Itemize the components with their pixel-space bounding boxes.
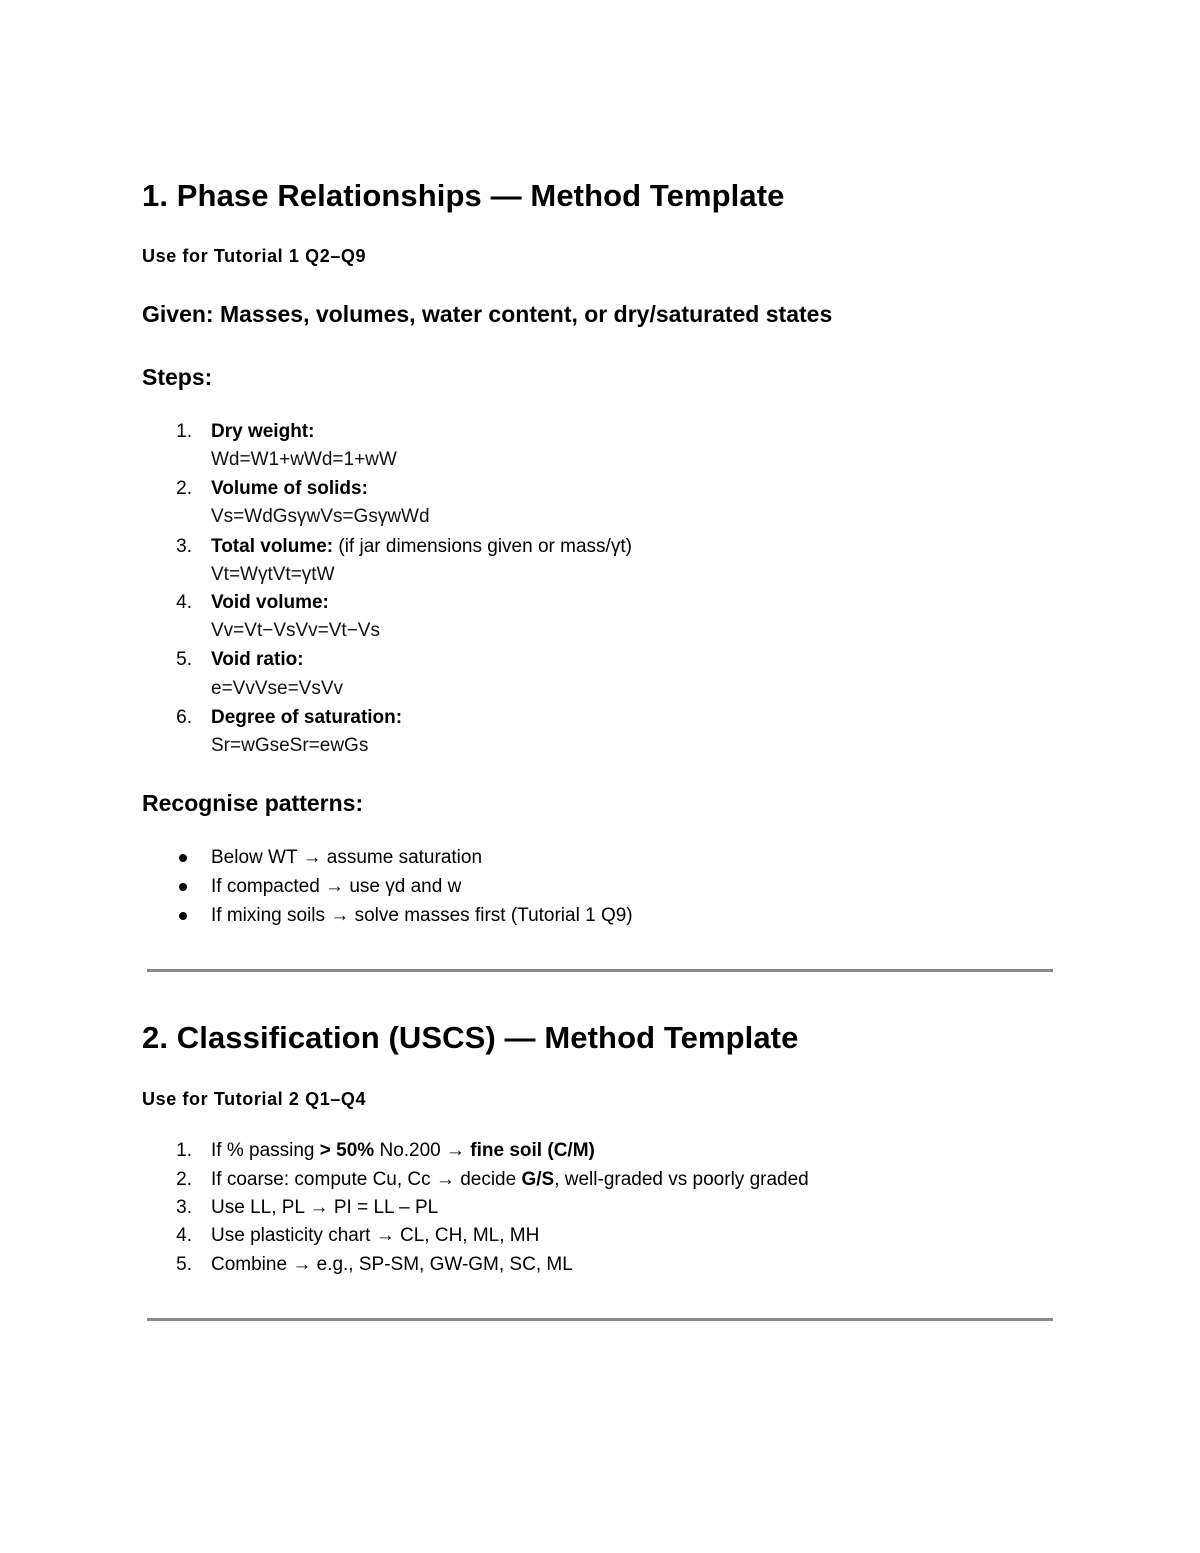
pattern-item: If compacted → use γd and w (211, 876, 462, 897)
step-label (211, 707, 402, 729)
classification-item: Use LL, PL → PI = LL – PL (211, 1197, 439, 1218)
section-2-use-for: Use for Tutorial 2 Q1–Q4 (142, 1089, 367, 1109)
step-label (211, 592, 329, 614)
step-formula: Vt=WγtVt=γtW (211, 564, 335, 585)
item-bold: > 50% (319, 1140, 375, 1161)
step-label-bold: Total volume: (211, 536, 334, 557)
steps-heading: Steps: (142, 364, 213, 390)
step-label-bold: Dry weight: (211, 421, 315, 442)
patterns-heading: Recognise patterns: (142, 790, 364, 816)
step-label (211, 478, 368, 500)
step-number: 2. (176, 478, 192, 499)
step-formula: Vv=Vt−VsVv=Vt−Vs (211, 620, 380, 641)
step-label-bold: Void volume: (211, 592, 329, 613)
step-label-bold: Volume of solids: (211, 478, 368, 499)
classification-item (211, 1140, 595, 1162)
step-number: 1. (176, 421, 192, 442)
item-bold: fine soil (C/M) (470, 1140, 595, 1161)
section-1-use-for: Use for Tutorial 1 Q2–Q9 (142, 246, 367, 266)
bullet-icon (179, 912, 187, 920)
step-label-extra: (if jar dimensions given or mass/γt) (333, 536, 632, 557)
section-1-given: Given: Masses, volumes, water content, or dry/saturated states (142, 301, 833, 327)
bullet-icon (179, 854, 187, 862)
step-label (211, 649, 304, 671)
section-2-title: 2. Classification (USCS) — Method Template (142, 1020, 799, 1055)
step-number: 3. (176, 536, 192, 557)
step-number: 6. (176, 707, 192, 728)
step-formula: Sr=wGseSr=ewGs (211, 735, 369, 756)
item-text: No.200 → (374, 1140, 471, 1161)
step-formula: Wd=W1+wWd=1+wW (211, 449, 397, 470)
item-text: If % passing (211, 1140, 320, 1161)
item-bold: G/S (521, 1169, 555, 1190)
step-label (211, 421, 314, 443)
step-number: 4. (176, 592, 192, 613)
horizontal-divider (147, 969, 1053, 972)
item-number: 1. (176, 1140, 192, 1161)
classification-item: Use plasticity chart → CL, CH, ML, MH (211, 1225, 540, 1246)
item-number: 4. (176, 1225, 192, 1246)
step-number: 5. (176, 649, 192, 670)
pattern-item: If mixing soils → solve masses first (Tutorial 1 Q9) (211, 905, 633, 926)
item-number: 2. (176, 1169, 192, 1190)
item-number: 3. (176, 1197, 192, 1218)
pattern-item: Below WT → assume saturation (211, 847, 483, 868)
horizontal-divider (147, 1318, 1053, 1321)
section-1-title: 1. Phase Relationships — Method Template (142, 178, 785, 213)
step-formula: Vs=WdGsγwVs=GsγwWd (211, 506, 430, 527)
item-text: , well-graded vs poorly graded (554, 1169, 809, 1190)
step-formula: e=VvVse=VsVv (211, 678, 344, 699)
classification-item: Combine → e.g., SP-SM, GW-GM, SC, ML (211, 1254, 573, 1275)
item-number: 5. (176, 1254, 192, 1275)
step-label-bold: Void ratio: (211, 649, 304, 670)
step-label-bold: Degree of saturation: (211, 707, 403, 728)
bullet-icon (179, 883, 187, 891)
classification-item (211, 1169, 809, 1191)
item-text: If coarse: compute Cu, Cc → decide (211, 1169, 522, 1190)
step-label (211, 536, 632, 558)
